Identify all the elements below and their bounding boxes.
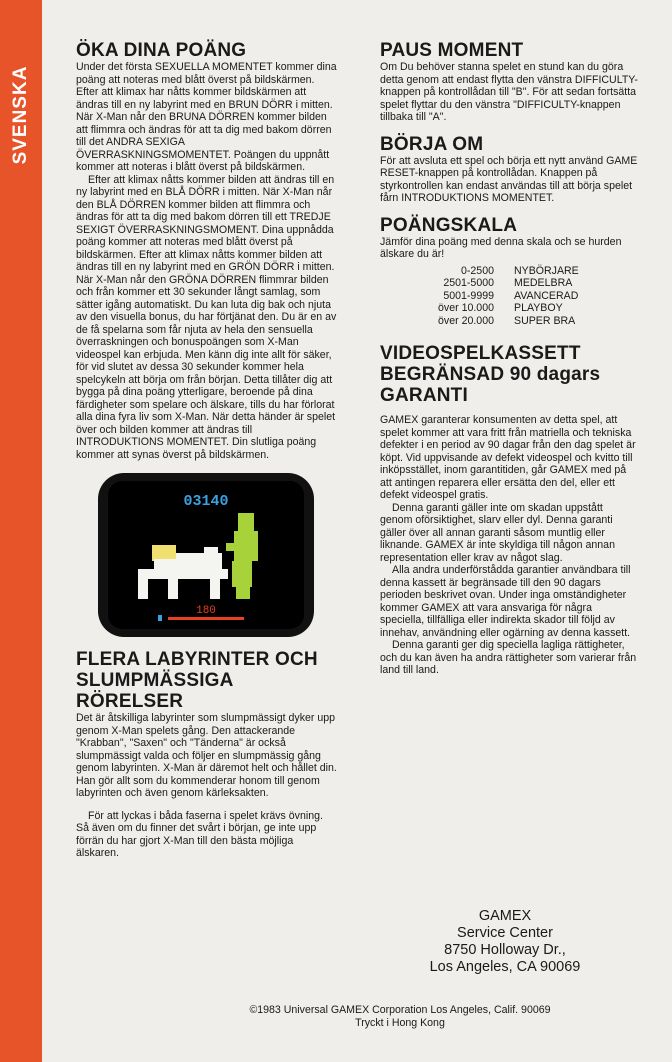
score-range: 0-2500 [461,264,494,277]
paragraph: Efter att klimax nåtts kommer bilden att ändras till en ny labyrint med en BLÅ DÖRR i mitten. När X-Man når den BLÅ DÖRREN kommer bilden att flimmra och ändras för att ta dig med bakom dörren till ett TREDJE SEXIGT ÖVERRASKNINGSMOMENT. Dina uppnådda poäng kommer att noteras med blått överst på bildskärmen. Efter att klimax nåtts kommer bilden att ändras till en ny labyrint med en GRÖN DÖRR i mitten. När X-Man når den GRÖNA DÖRREN flimmrar bilden och från kommer ett 30 sekunder långt samlag, som sätter igång automatiskt. Du kan luta dig bak och njuta av den visuella bonus, du har förtjänat den. Du är en av de få spelarna som får njuta av hela den sensuella överraskningen och bonuspoängen som X-Man videospel kan erbjuda. Men känn dig inte allt för säker, för vid slutet av dessa 30 sekunder kommer hela spelcykeln att börja om från början. Detta tillåter dig att bygga på dina poäng ytterligare, beroende på dina färdigheter som spelare och älskare, tills du har förlorat alla dina fyra liv som X-Man. När detta händer är spelet över och bilden kommer att ändras till INTRODUKTIONS MOMENTET. Din slutliga poäng kommer att synas överst på bildskärmen. [76,173,337,461]
left-column [76,40,338,860]
language-label [4,40,38,190]
game-screen-svg [98,473,314,637]
paragraph: Denna garanti ger dig speciella lagliga rättigheter, och du kan även ha andra rättigheter som varierar från land till land. [380,639,637,676]
printed-in-line: Tryckt i Hong Kong [355,1017,445,1029]
section-title-poangskala: POÄNGSKALA [380,214,518,236]
copyright-line: ©1983 Universal GAMEX Corporation Los Angeles, Calif. 90069 [249,1004,551,1016]
score-label: MEDELBRA [514,277,573,289]
footer [160,1004,640,1030]
paragraph: Om Du behöver stanna spelet en stund kan du göra detta genom att endast flytta den vänstra DIFFICULTY-knappen på kontrollådan till "B". För att sedan fortsätta spelet flyttar du den vänstra "DIFFICULTY-knappen tillbaka till "A". [380,61,638,123]
paragraph: Under det första SEXUELLA MOMENTET kommer dina poäng att noteras med blått överst på bildskärmen. Efter att klimax har nåtts kommer bildskärmen att ändras till en ny labyrint med en BRUN DÖRR i mitten. När X-Man når den BRUNA DÖRREN kommer bilden att flimmra och ändras för att ta dig med bakom dörren till det ANDRA SEXIGA ÖVERRASKNINGSMOMENTET. Poängen du uppnått kommer att noteras i blått överst på bildskärmen. [76,61,337,173]
screen-marker [158,615,162,621]
score-range: 2501-5000 [443,277,494,289]
game-screen-illustration [98,473,314,637]
score-row [404,265,579,278]
service-center-address [405,908,605,976]
score-label: PLAYBOY [514,302,563,314]
service-line: GAMEX [478,908,532,924]
screen-bottom-value: 180 [196,605,216,617]
score-label: SUPER BRA [514,314,576,327]
paragraph: Jämför dina poäng med denna skala och se hurden älskare du är! [380,235,622,260]
language-label-text: SVENSKA [10,65,31,165]
score-range: 5001-9999 [443,289,494,302]
section-title-paus: PAUS MOMENT [380,40,524,61]
score-range: över 20.000 [438,314,494,327]
section-title-labyrinter: FLERA LABYRINTER OCH SLUMPMÄSSIGA RÖRELSER [76,649,318,712]
score-row [404,277,579,290]
score-table [404,265,579,328]
score-label: NYBÖRJARE [514,264,579,277]
side-tab [0,0,42,1062]
paragraph: Alla andra underförstådda garantier användbara till denna kassett är begränsade till den 90 dagars perioden beskrivet ovan. Under inga omständigheter kommer GAMEX att vara ansvariga för några speciella, tillfälliga eller indirekta skador till följd av innehav, användning eller ogärning av denna kassett. [380,564,631,639]
score-row [404,290,579,303]
screen-score: 03140 [183,493,229,510]
score-row [404,315,579,328]
score-row [404,302,579,315]
service-line: Los Angeles, CA 90069 [429,959,581,975]
service-line: Service Center [457,925,553,941]
paragraph: GAMEX garanterar konsumenten av detta spel, att spelet kommer att vara fritt från matriella och tekniska defekter i en period av 90 dagar från den dag spelet är köpt. Vid uppvisande av defekt videospel och kvitto till inköpsstället, inom garantitiden, går GAMEX med på att antingen reparera eller ersätta den del, eller ett defekt videospel gratis. [380,414,636,501]
paragraph: För att lyckas i båda faserna i spelet krävs övning. Så även om du finner det svårt i början, ge inte upp förrän du har gjort X-Man till den bästa möjliga älskaren. [76,809,323,859]
right-column [380,40,638,677]
section-title-oka-poang: ÖKA DINA POÄNG [76,40,247,61]
section-title-garanti: VIDEOSPELKASSETT BEGRÄNSAD 90 dagars GARANTI [380,343,601,406]
paragraph: Det är åtskilliga labyrinter som slumpmässigt dyker upp genom X-Man spelets gång. Den attackerande "Krabban", "Saxen" och "Tänderna" är också slumpmässigt valda och följer en slumpmässig gång genom labyrinten. X-Man är däremot helt och hållet din. Han gör allt som du kommenderar honom till genom labyrinten och även genom kärleksakten. [76,712,337,799]
section-title-borja-om: BÖRJA OM [380,133,484,155]
screen-bottom-bar [168,617,244,620]
score-range: över 10.000 [438,302,494,314]
paragraph: Denna garanti gäller inte om skadan uppstått genom oförsiktighet, slarv eller dyl. Denna garanti gäller över all annan garanti såsom muntlig eller liknande. GAMEX är inte skyldiga till någon annan representation eller krav av något slag. [380,501,615,564]
service-line: 8750 Holloway Dr., [444,942,566,958]
paragraph: För att avsluta ett spel och börja ett nytt använd GAME RESET-knappen på kontrollådan. Knappen på styrkontrollen kan endast användas till att börja spelet fårn INTRODUKTIONS MOMENTET. [380,154,638,204]
score-label: AVANCERAD [514,289,579,302]
